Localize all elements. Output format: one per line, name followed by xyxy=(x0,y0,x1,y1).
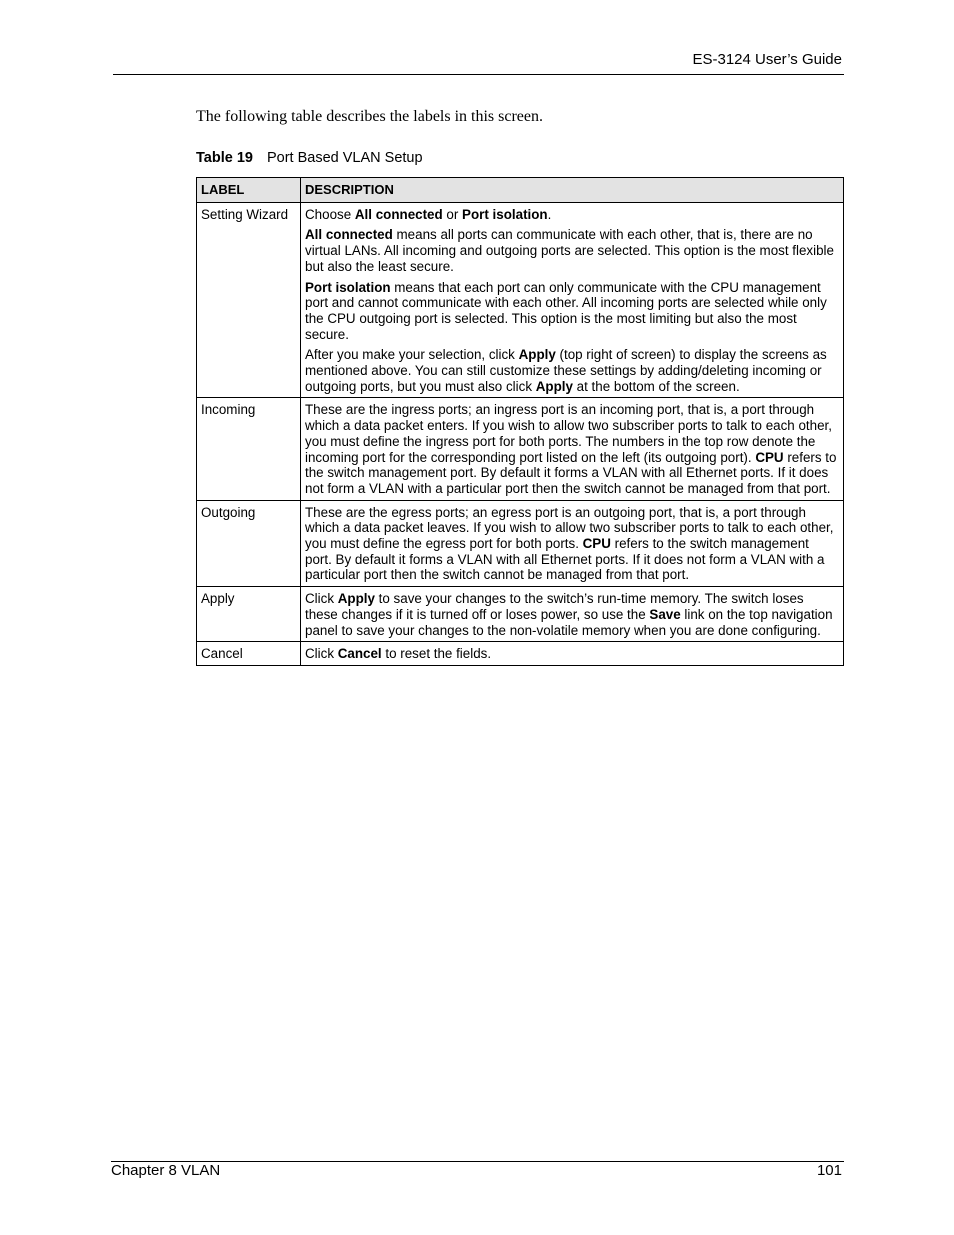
text-run: to save your changes to the switch’s run-time memory. The switch loses these changes if it is turned off or loses power, so use the xyxy=(305,591,804,622)
description-paragraph xyxy=(305,402,839,496)
description-table xyxy=(196,177,844,666)
text-run: Click xyxy=(305,646,338,662)
text-run: Choose xyxy=(305,206,355,222)
table-title: Port Based VLAN Setup xyxy=(266,150,423,166)
table-caption xyxy=(196,149,423,167)
table-row xyxy=(197,398,844,500)
row-label: Outgoing xyxy=(197,500,301,587)
bold-term: Apply xyxy=(518,347,556,363)
description-paragraph xyxy=(305,505,839,584)
row-description xyxy=(301,398,844,500)
text-run: (top right of screen) to display the screens as mentioned above. You can still customize these settings by adding/deleting incoming or outgoing ports, but you must also click xyxy=(305,347,827,394)
description-paragraph xyxy=(305,280,839,343)
row-label: Apply xyxy=(197,587,301,642)
description-paragraph xyxy=(305,646,839,662)
description-paragraph xyxy=(305,227,839,274)
table-header-row xyxy=(197,178,844,203)
text-run: means that each port can only communicate with the CPU management port and cannot communicate with each other. All incoming ports are selected while only the CPU outgoing port is selected. This option is the most limiting but also the most secure. xyxy=(305,279,827,342)
header-rule xyxy=(113,74,844,75)
row-description xyxy=(301,500,844,587)
row-description xyxy=(301,642,844,666)
bold-term: Port isolation xyxy=(305,279,391,295)
description-paragraph xyxy=(305,207,839,223)
bold-term: Apply xyxy=(535,378,573,394)
table-row xyxy=(197,587,844,642)
row-label: Incoming xyxy=(197,398,301,500)
bold-term: CPU xyxy=(582,536,611,552)
text-run: means all ports can communicate with each other, that is, there are no virtual LANs. All incoming and outgoing ports are selected. This option is the most flexible but also the least secure. xyxy=(305,227,834,274)
footer-rule xyxy=(111,1161,844,1162)
intro-text: The following table describes the labels in this screen. xyxy=(196,108,544,125)
table-row xyxy=(197,642,844,666)
bold-term: Apply xyxy=(337,591,375,607)
table-row xyxy=(197,500,844,587)
text-run: After you make your selection, click xyxy=(305,347,519,363)
text-run: to reset the fields. xyxy=(381,646,492,662)
header-description: DESCRIPTION xyxy=(301,178,844,203)
text-run: These are the ingress ports; an ingress port is an incoming port, that is, a port through which a data packet enters. If you wish to allow two subscriber ports to talk to each other, you must define the ingress port for both ports. The numbers in the top row denote the incoming port for the corresponding port listed on the left (its outgoing port). xyxy=(305,402,832,465)
text-run: . xyxy=(547,206,552,222)
text-run: refers to the switch management port. By default it forms a VLAN with all Ethernet ports. If it does not form a VLAN with a particular port then the switch cannot be managed from that port. xyxy=(305,449,837,496)
bold-term: Cancel xyxy=(337,646,382,662)
text-run: at the bottom of the screen. xyxy=(572,378,740,394)
running-header: ES-3124 User’s Guide xyxy=(692,51,842,68)
bold-term: Save xyxy=(649,606,681,622)
bold-term: All connected xyxy=(305,227,393,243)
text-run: refers to the switch management port. By default it forms a VLAN with all Ethernet ports. If it does not form a VLAN with a particular port then the switch cannot be managed from that port. xyxy=(305,536,825,583)
table-body xyxy=(197,202,844,665)
row-label: Setting Wizard xyxy=(197,202,301,398)
page-number: 101 xyxy=(816,1162,842,1179)
text-run: link on the top navigation panel to save your changes to the non-volatile memory when you are done configuring. xyxy=(305,606,833,638)
description-paragraph xyxy=(305,347,839,394)
bold-term: CPU xyxy=(755,449,784,465)
row-label: Cancel xyxy=(197,642,301,666)
row-description xyxy=(301,587,844,642)
text-run: or xyxy=(442,206,463,222)
text-run: These are the egress ports; an egress port is an outgoing port, that is, a port through which a data packet leaves. If you wish to allow two subscriber ports to talk to each other, you must define the egress port for both ports. xyxy=(305,504,834,552)
row-description xyxy=(301,202,844,398)
header-label: LABEL xyxy=(197,178,301,203)
table-row xyxy=(197,202,844,398)
footer-chapter: Chapter 8 VLAN xyxy=(111,1162,221,1179)
description-paragraph xyxy=(305,591,839,638)
table-number: Table 19 xyxy=(196,150,253,166)
bold-term: Port isolation xyxy=(462,206,548,222)
text-run: Click xyxy=(305,591,338,607)
bold-term: All connected xyxy=(354,206,443,222)
